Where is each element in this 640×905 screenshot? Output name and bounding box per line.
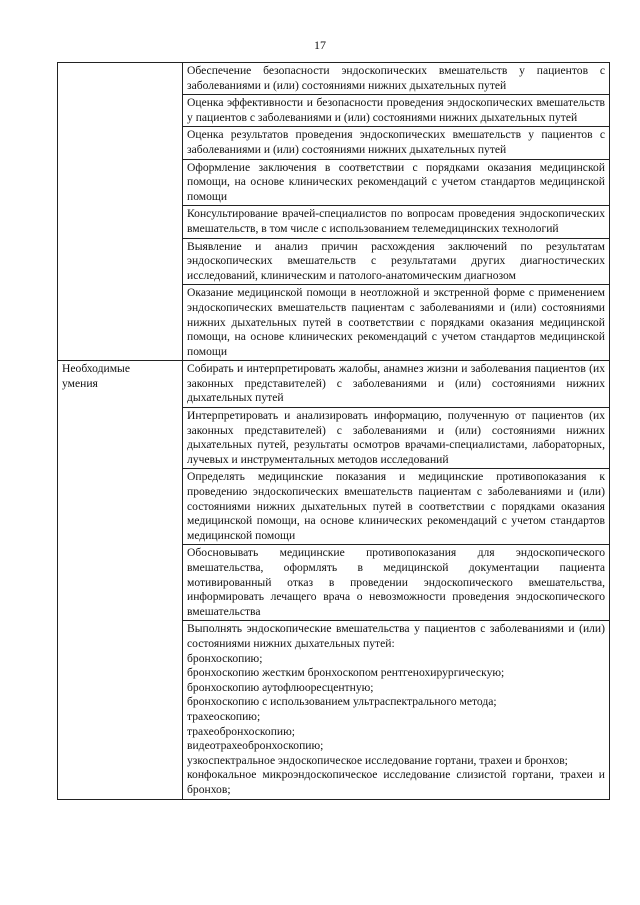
procedures-intro: Выполнять эндоскопические вмешательства у пациентов с заболеваниями и (или) состояниями нижних дыхательных путей: [187, 622, 605, 650]
procedure-item: конфокальное микроэндоскопическое исследование слизистой гортани, трахеи и бронхов; [187, 768, 605, 796]
skill-cell: Определять медицинские показания и медицинские противопоказания к проведению эндоскопических вмешательств пациентам с заболеваниями и (или) состояниями нижних дыхательных путей в соответствии с порядками оказания медицинской помощи, на основе клинических рекомендаций с учетом стандартов медицинской помощи [183, 469, 610, 545]
skill-cell: Обосновывать медицинские противопоказания для эндоскопического вмешательства, оформлять в медицинской документации пациента мотивированный отказ в проведении эндоскопического вмешательства, информировать лечащего врача о невозможности проведения эндоскопического вмешательства [183, 545, 610, 621]
action-cell: Выявление и анализ причин расхождения заключений по результатам эндоскопических вмешательств с результатами других диагностических исследований, клиническим и патолого-анатомическим диагнозом [183, 238, 610, 285]
action-cell: Оформление заключения в соответствии с порядками оказания медицинской помощи, на основе клинических рекомендаций с учетом стандартов медицинской помощи [183, 159, 610, 206]
action-cell: Оказание медицинской помощи в неотложной и экстренной форме с применением эндоскопических вмешательств пациентам с заболеваниями и (или) состояниями нижних дыхательных путей в соответствии с порядками оказания медицинской помощи, на основе клинических рекомендаций с учетом стандартов медицинской помощи [183, 285, 610, 361]
procedure-item: бронхоскопию аутофлюоресцентную; [187, 680, 374, 694]
procedure-item: видеотрахеобронхоскопию; [187, 739, 324, 753]
competency-table [57, 62, 610, 800]
procedure-item: узкоспектральное эндоскопическое исследование гортани, трахеи и бронхов; [187, 753, 568, 767]
procedures-cell [183, 621, 610, 799]
procedure-item: трахеобронхоскопию; [187, 724, 296, 738]
page-number: 17 [314, 38, 326, 52]
table-row [58, 63, 610, 95]
section-label-line: умения [62, 376, 98, 390]
table-row [58, 361, 610, 408]
section-label-line: Необходимые [62, 362, 130, 376]
empty-label-cell [58, 63, 183, 361]
skill-cell: Интерпретировать и анализировать информацию, полученную от пациентов (их законных представителей) с заболеваниями и (или) состояниями нижних дыхательных путей, результаты осмотров врачами-специалистами, лабораторных, лучевых и инструментальных методов исследований [183, 408, 610, 469]
procedure-item: трахеоскопию; [187, 709, 261, 723]
procedure-item: бронхоскопию жестким бронхоскопом рентгенохирургическую; [187, 666, 505, 680]
procedure-item: бронхоскопию; [187, 651, 263, 665]
action-cell: Оценка результатов проведения эндоскопических вмешательств у пациентов с заболеваниями и (или) состояниями нижних дыхательных путей [183, 127, 610, 159]
procedure-item: бронхоскопию с использованием ультраспектрального метода; [187, 695, 497, 709]
action-cell: Консультирование врачей-специалистов по вопросам проведения эндоскопических вмешательств, в том числе с использованием телемедицинских технологий [183, 206, 610, 238]
action-cell: Обеспечение безопасности эндоскопических вмешательств у пациентов с заболеваниями и (или) состояниями нижних дыхательных путей [183, 63, 610, 95]
section-label-cell [58, 361, 183, 799]
action-cell: Оценка эффективности и безопасности проведения эндоскопических вмешательств у пациентов с заболеваниями и (или) состояниями нижних дыхательных путей [183, 95, 610, 127]
skill-cell: Собирать и интерпретировать жалобы, анамнез жизни и заболевания пациентов (их законных представителей) с заболеваниями и (или) состояниями нижних дыхательных путей [183, 361, 610, 408]
